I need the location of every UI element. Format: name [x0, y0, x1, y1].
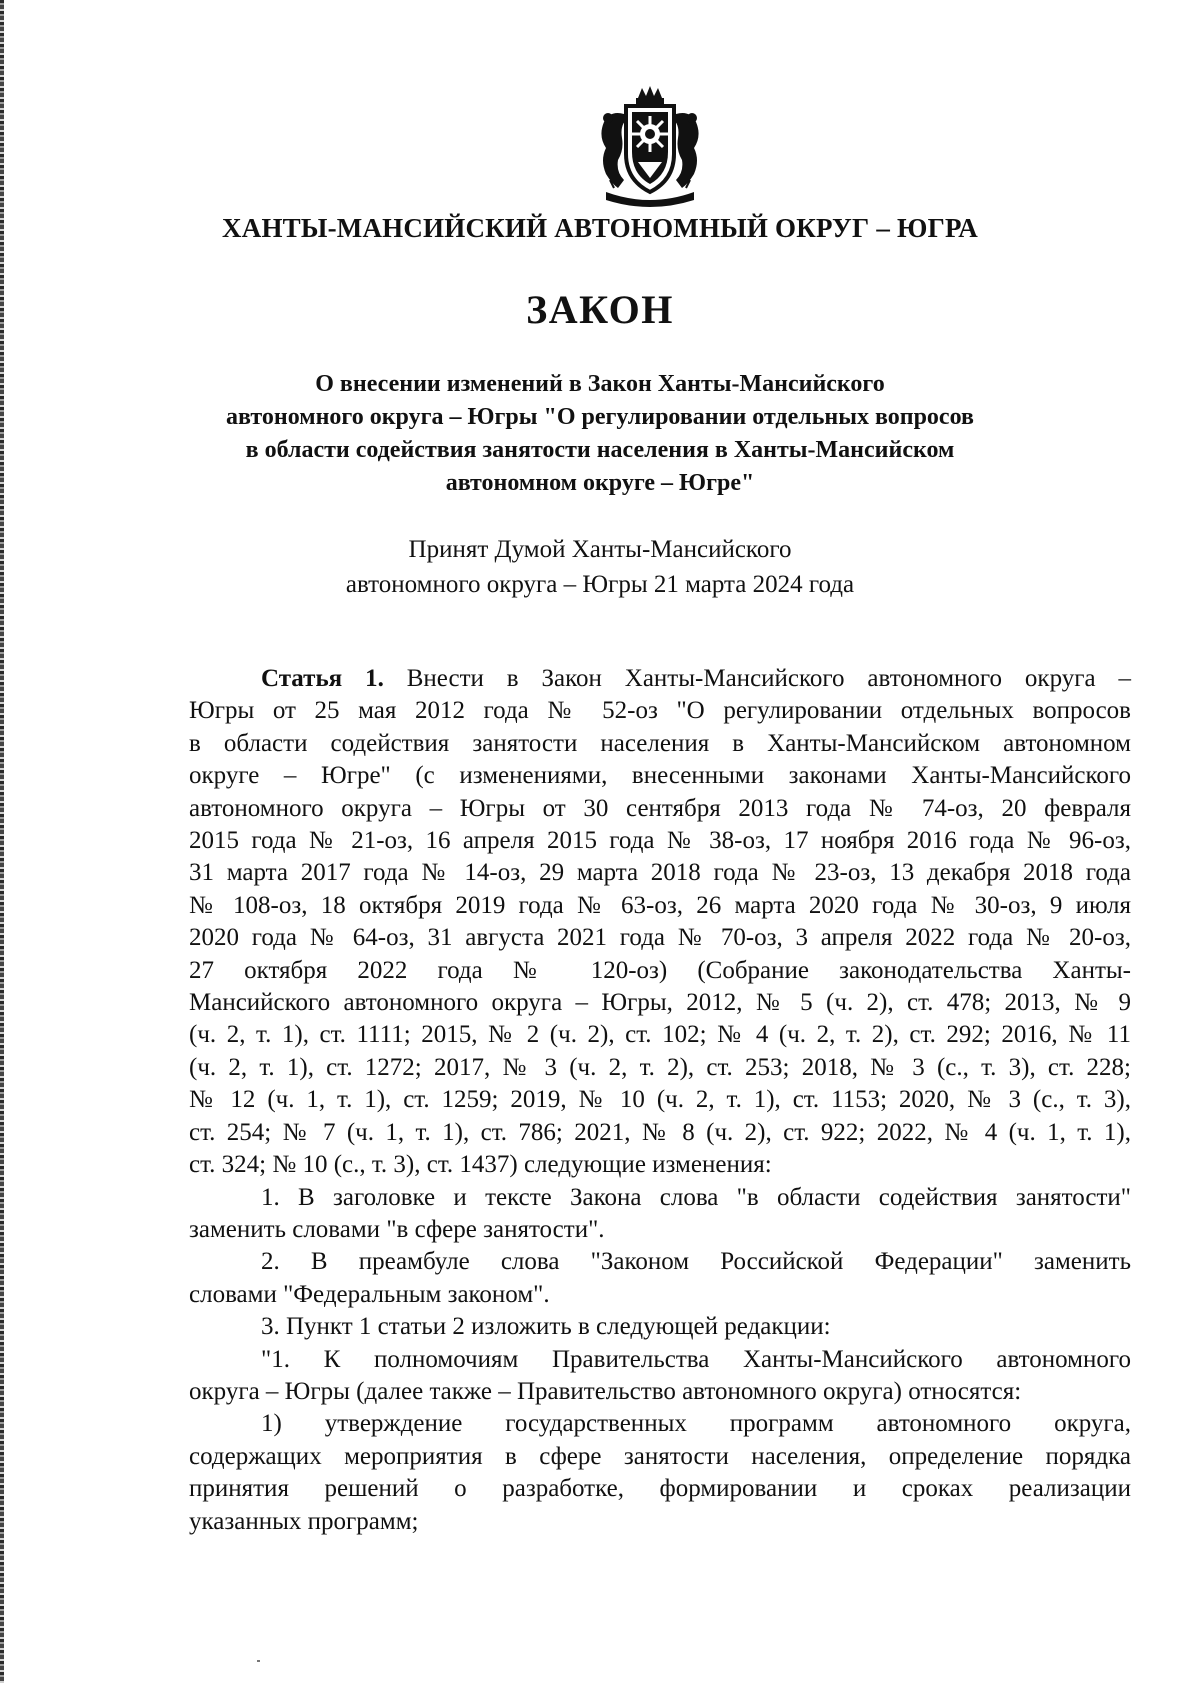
adoption-note	[0, 532, 1200, 602]
adoption-line: автономного округа – Югры 21 марта 2024 года	[345, 571, 855, 598]
item-3-line: 3. Пункт 1 статьи 2 изложить в следующей редакции:	[261, 1313, 831, 1341]
law-title-line: в области содействия занятости населения в Ханты-Мансийском	[245, 437, 955, 463]
quoted-paragraph-line: "1. К полномочиям Правительства Ханты-Мансийского автономного	[261, 1345, 1131, 1373]
subitem-1-line: указанных программ;	[189, 1507, 419, 1535]
article-1-line: 2020 года № 64-оз, 31 августа 2021 года № 70-оз, 3 апреля 2022 года № 20-оз,	[189, 924, 1131, 952]
article-1-line: Югры от 25 мая 2012 года № 52-оз "О регулировании отдельных вопросов	[189, 697, 1131, 725]
article-1-label: Статья 1.	[261, 665, 384, 692]
article-1-line: № 12 (ч. 1, т. 1), ст. 1259; 2019, № 10 (ч. 2, т. 1), ст. 1153; 2020, № 3 (с., т. 3),	[189, 1086, 1131, 1114]
law-title	[0, 368, 1200, 500]
article-1-line: Мансийского автономного округа – Югры, 2012, № 5 (ч. 2), ст. 478; 2013, № 9	[189, 989, 1131, 1017]
article-1-text: Внести в Закон Ханты-Мансийского автономного округа –	[383, 665, 1131, 692]
article-1-line: ст. 324; № 10 (с., т. 3), ст. 1437) следующие изменения:	[189, 1151, 772, 1179]
article-1-line: (ч. 2, т. 1), ст. 1272; 2017, № 3 (ч. 2, т. 2), ст. 253; 2018, № 3 (с., т. 3), ст. 228;	[189, 1053, 1131, 1081]
law-title-line: О внесении изменений в Закон Ханты-Мансийского	[315, 371, 885, 397]
document-type-heading: ЗАКОН	[526, 287, 674, 332]
coat-of-arms-emblem	[588, 84, 712, 212]
article-1-line: в области содействия занятости населения в Ханты-Мансийском автономном	[189, 729, 1131, 757]
article-1-first-line	[189, 663, 1131, 695]
subitem-1-line: содержащих мероприятия в сфере занятости населения, определение порядка	[189, 1442, 1131, 1470]
item-1-line: заменить словами "в сфере занятости".	[189, 1215, 605, 1243]
article-1-line: 31 марта 2017 года № 14-оз, 29 марта 2018 года № 23-оз, 13 декабря 2018 года	[189, 859, 1131, 887]
article-1-line: ст. 254; № 7 (ч. 1, т. 1), ст. 786; 2021, № 8 (ч. 2), ст. 922; 2022, № 4 (ч. 1, т. 1),	[189, 1118, 1131, 1146]
article-1-body	[189, 663, 1131, 1538]
region-title: ХАНТЫ-МАНСИЙСКИЙ АВТОНОМНЫЙ ОКРУГ – ЮГРА	[222, 213, 978, 243]
article-1-line: (ч. 2, т. 1), ст. 1111; 2015, № 2 (ч. 2), ст. 102; № 4 (ч. 2, т. 2), ст. 292; 2016, № 11	[189, 1021, 1131, 1049]
article-1-line: автономного округа – Югры от 30 сентября 2013 года № 74-оз, 20 февраля	[189, 794, 1131, 822]
item-2-line: 2. В преамбуле слова "Законом Российской Федерации" заменить	[261, 1248, 1131, 1276]
subitem-1-line: 1) утверждение государственных программ автономного округа,	[261, 1410, 1131, 1438]
article-1-line: 2015 года № 21-оз, 16 апреля 2015 года № 38-оз, 17 ноября 2016 года № 96-оз,	[189, 827, 1131, 855]
item-1-line: 1. В заголовке и тексте Закона слова "в области содействия занятости"	[261, 1183, 1131, 1211]
law-title-line: автономного округа – Югры "О регулировании отдельных вопросов	[226, 404, 974, 430]
article-1-line: 27 октября 2022 года № 120-оз) (Собрание законодательства Ханты-	[189, 956, 1131, 984]
adoption-line: Принят Думой Ханты-Мансийского	[408, 536, 792, 563]
law-title-line: автономном округе – Югре"	[445, 470, 755, 496]
scan-speck	[257, 1660, 260, 1662]
quoted-paragraph-line: округа – Югры (далее также – Правительство автономного округа) относятся:	[189, 1377, 1022, 1405]
subitem-1-line: принятия решений о разработке, формировании и сроках реализации	[189, 1475, 1131, 1503]
article-1-line: № 108-оз, 18 октября 2019 года № 63-оз, 26 марта 2020 года № 30-оз, 9 июля	[189, 891, 1131, 919]
article-1-line: округе – Югре" (с изменениями, внесенными законами Ханты-Мансийского	[189, 762, 1131, 790]
item-2-line: словами "Федеральным законом".	[189, 1280, 550, 1308]
